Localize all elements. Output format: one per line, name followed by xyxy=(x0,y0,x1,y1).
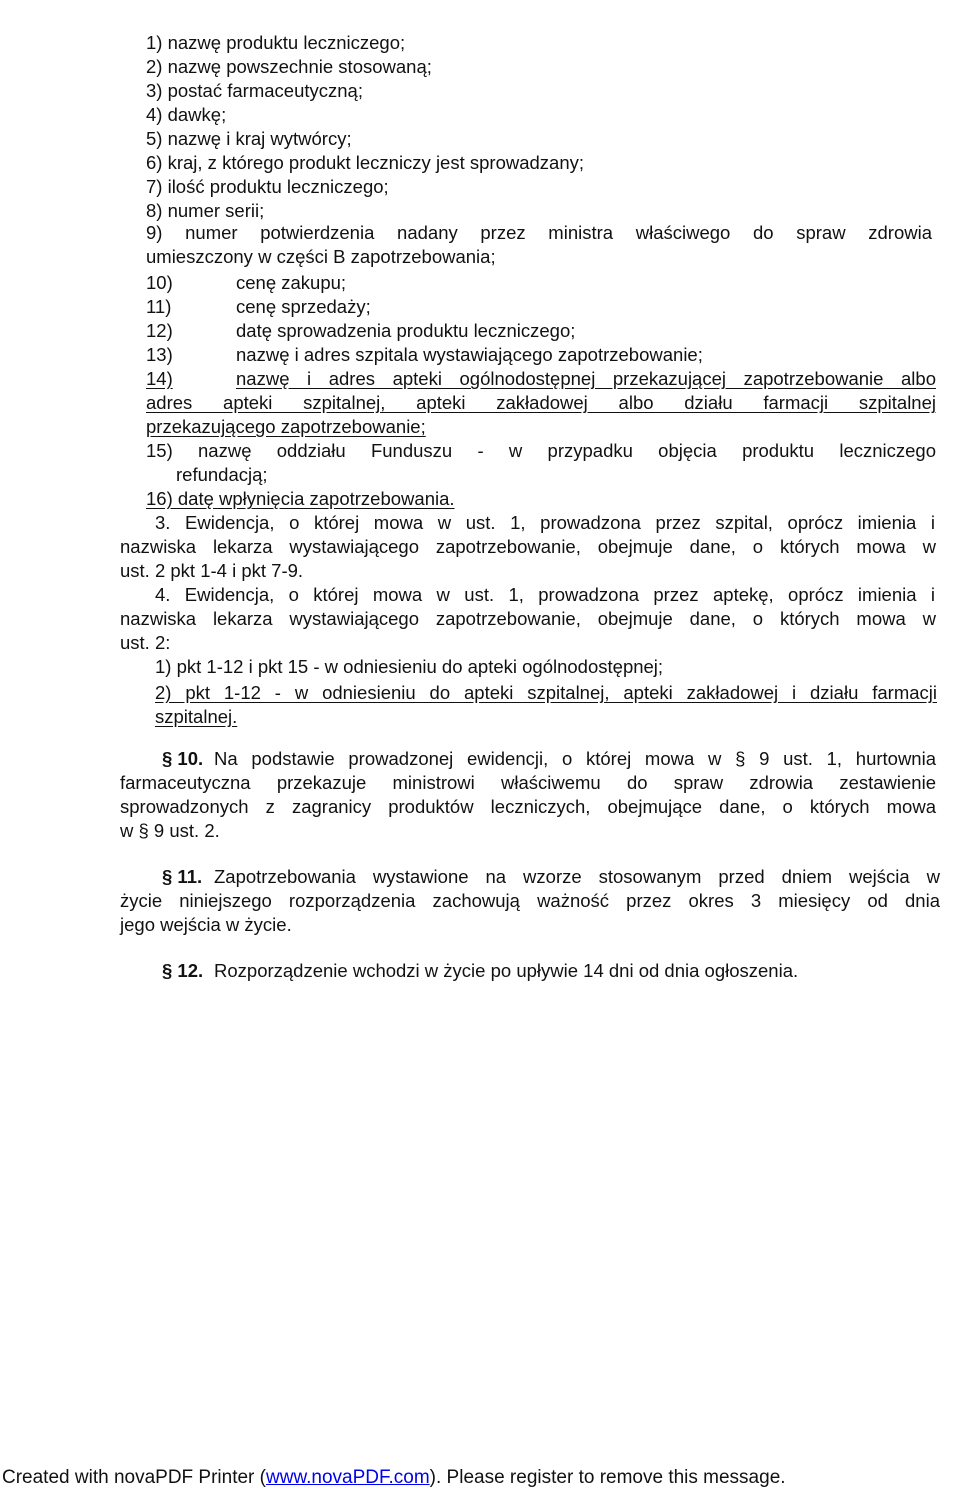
item-number: 13) xyxy=(146,344,173,365)
paragraph-line: jego wejścia w życie. xyxy=(120,914,292,935)
paragraph-line: 3. Ewidencja, o której mowa w ust. 1, prowadzona przez szpital, oprócz imienia i xyxy=(155,512,935,533)
paragraph-line: farmaceutyczna przekazuje ministrowi właściwemu do spraw zdrowia zestawienie xyxy=(120,772,936,793)
list-item: 15) nazwę oddziału Funduszu - w przypadku objęcia produktu leczniczego xyxy=(146,440,936,461)
list-item-continuation: adres apteki szpitalnej, apteki zakładowej albo działu farmacji szpitalnej xyxy=(146,392,936,413)
item-number: 12) xyxy=(146,320,173,341)
list-item: 5) nazwę i kraj wytwórcy; xyxy=(146,128,352,149)
paragraph-line: nazwiska lekarza wystawiającego zapotrzebowanie, obejmuje dane, o których mowa w xyxy=(120,536,936,557)
list-item: cenę zakupu; xyxy=(236,272,347,293)
paragraph-line: w § 9 ust. 2. xyxy=(120,820,220,841)
list-item: cenę sprzedaży; xyxy=(236,296,371,317)
list-item: 2) nazwę powszechnie stosowaną; xyxy=(146,56,432,77)
paragraph-line: ust. 2: xyxy=(120,632,171,653)
list-item: datę sprowadzenia produktu leczniczego; xyxy=(236,320,576,341)
list-item-continuation: umieszczony w części B zapotrzebowania; xyxy=(146,246,496,267)
item-number: 11) xyxy=(146,296,172,317)
paragraph-line: Na podstawie prowadzonej ewidencji, o której mowa w § 9 ust. 1, hurtownia xyxy=(214,748,936,769)
paragraph-line: Zapotrzebowania wystawione na wzorze stosowanym przed dniem wejścia w xyxy=(214,866,940,887)
list-item: 8) numer serii; xyxy=(146,200,265,221)
paragraph-label: § 11. xyxy=(162,866,203,887)
footer-text-before: Created with novaPDF Printer ( xyxy=(2,1467,266,1488)
paragraph-line: życie niniejszego rozporządzenia zachowują ważność przez okres 3 miesięcy od dnia xyxy=(120,890,940,911)
printer-watermark xyxy=(2,1467,786,1489)
list-item: nazwę i adres szpitala wystawiającego zapotrzebowanie; xyxy=(236,344,703,365)
list-item: 6) kraj, z którego produkt leczniczy jest sprowadzany; xyxy=(146,152,585,173)
paragraph-label: § 12. xyxy=(162,960,204,981)
list-item: 4) dawkę; xyxy=(146,104,227,125)
paragraph-line: Rozporządzenie wchodzi w życie po upływie 14 dni od dnia ogłoszenia. xyxy=(214,960,799,981)
list-item: 16) datę wpłynięcia zapotrzebowania. xyxy=(146,488,455,509)
list-item: 1) nazwę produktu leczniczego; xyxy=(146,32,406,53)
paragraph-line: 4. Ewidencja, o której mowa w ust. 1, prowadzona przez aptekę, oprócz imienia i xyxy=(155,584,935,605)
paragraph-line: nazwiska lekarza wystawiającego zapotrzebowanie, obejmuje dane, o których mowa w xyxy=(120,608,936,629)
list-item-continuation: przekazującego zapotrzebowanie; xyxy=(146,416,426,437)
list-item: 7) ilość produktu leczniczego; xyxy=(146,176,389,197)
item-number: 14) xyxy=(146,368,173,389)
list-item: 3) postać farmaceutyczną; xyxy=(146,80,363,101)
list-item: 9) numer potwierdzenia nadany przez ministra właściwego do spraw zdrowia xyxy=(146,222,932,243)
list-item-continuation: refundacją; xyxy=(176,464,268,485)
novapdf-link[interactable]: www.novaPDF.com xyxy=(266,1467,430,1488)
paragraph-label: § 10. xyxy=(162,748,204,769)
list-item: 1) pkt 1-12 i pkt 15 - w odniesieniu do apteki ogólnodostępnej; xyxy=(155,656,664,677)
list-item: 2) pkt 1-12 - w odniesieniu do apteki szpitalnej, apteki zakładowej i działu farmacji xyxy=(155,682,937,703)
footer-text-after: ). Please register to remove this message. xyxy=(429,1467,786,1488)
paragraph-line: ust. 2 pkt 1-4 i pkt 7-9. xyxy=(120,560,304,581)
list-item-continuation: szpitalnej. xyxy=(155,706,238,727)
item-number: 10) xyxy=(146,272,173,293)
list-item: nazwę i adres apteki ogólnodostępnej przekazującej zapotrzebowanie albo xyxy=(236,368,936,389)
paragraph-line: sprowadzonych z zagranicy produktów leczniczych, obejmujące dane, o których mowa xyxy=(120,796,936,817)
